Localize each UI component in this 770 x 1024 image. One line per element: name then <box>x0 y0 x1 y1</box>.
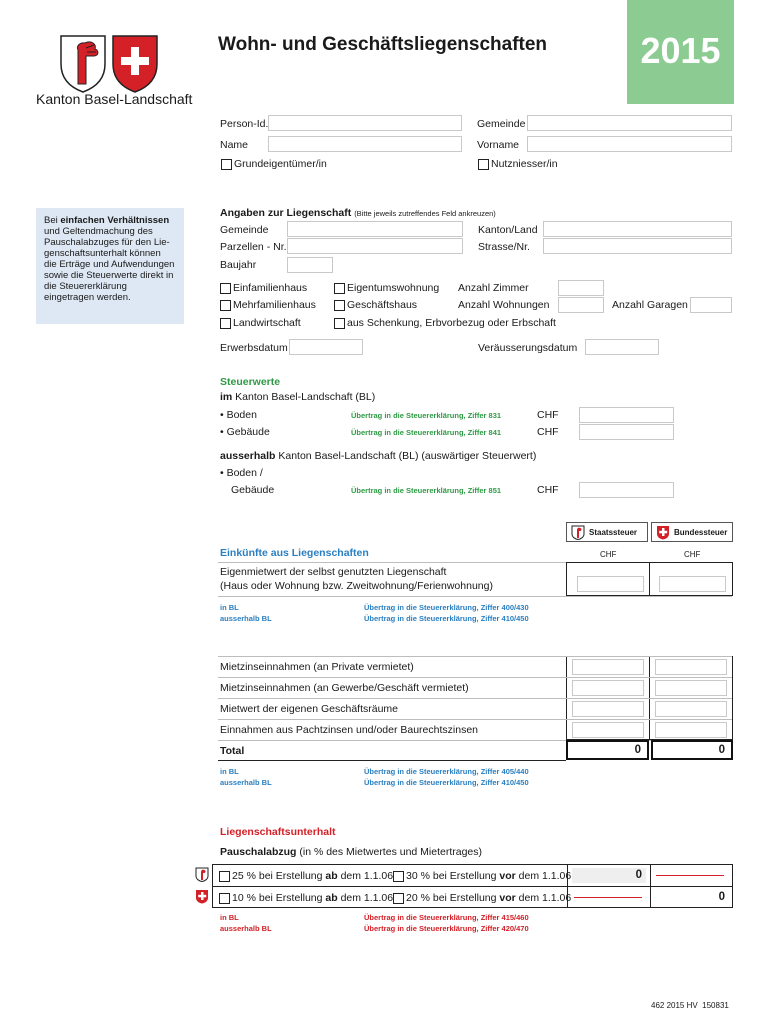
option-20-vor: vor <box>499 892 516 904</box>
property-gemeinde-field[interactable] <box>287 221 463 237</box>
mehrfamilienhaus-checkbox[interactable] <box>220 300 231 311</box>
total-staat-value: 0 <box>566 740 649 760</box>
boden-transfer: Übertrag in die Steuererklärung, Ziffer 831 <box>351 411 502 420</box>
einfamilienhaus-label: Einfamilienhaus <box>233 282 308 294</box>
option-10-checkbox[interactable] <box>219 893 230 904</box>
bund-chf-label: CHF <box>684 550 701 559</box>
nutzniesser-label: Nutzniesser/in <box>491 158 558 170</box>
gebaeude-label: • Gebäude <box>220 426 270 438</box>
option-20-text: 20 % bei Erstellung <box>406 892 500 904</box>
income-row-bund-field[interactable] <box>655 680 727 696</box>
einkuenfte-in-bl-1: in BL <box>220 603 239 612</box>
im-rest: Kanton Basel-Landschaft (BL) <box>232 391 376 403</box>
eigenmietwert-bund-field[interactable] <box>659 576 726 592</box>
anzahl-garagen-label: Anzahl Garagen <box>612 299 688 311</box>
income-row-label: Mietwert der eigenen Geschäftsräume <box>220 703 399 715</box>
divider <box>218 719 732 720</box>
boden-chf: CHF <box>537 409 559 421</box>
option-20-date: dem 1.1.06 <box>515 892 572 904</box>
landwirtschaft-checkbox[interactable] <box>220 318 231 329</box>
total-label: Total <box>220 745 245 757</box>
ausserhalb-value-field[interactable] <box>579 482 674 498</box>
strasse-field[interactable] <box>543 238 732 254</box>
baujahr-label: Baujahr <box>220 259 257 271</box>
income-row-bund-field[interactable] <box>655 701 727 717</box>
veraeusserungsdatum-field[interactable] <box>585 339 659 355</box>
income-row-staat-field[interactable] <box>572 659 644 675</box>
anzahl-wohnungen-field[interactable] <box>558 297 604 313</box>
anzahl-garagen-field[interactable] <box>690 297 732 313</box>
name-field[interactable] <box>268 136 462 152</box>
bundessteuer-label: Bundessteuer <box>674 528 728 537</box>
boden-gebaeude-label-2: Gebäude <box>231 484 275 496</box>
divider <box>218 698 732 699</box>
grundeigentuemer-label: Grundeigentümer/in <box>234 158 327 170</box>
year-badge <box>627 0 734 104</box>
note-text-bold: einfachen Verhältnissen <box>60 215 170 226</box>
im-bold: im <box>220 391 233 403</box>
option-30-checkbox[interactable] <box>393 871 404 882</box>
property-heading-row <box>220 207 496 219</box>
ausserhalb-bold: ausserhalb <box>220 450 276 462</box>
divider <box>218 656 732 657</box>
boden-value-field[interactable] <box>579 407 674 423</box>
income-row-staat-field[interactable] <box>572 722 644 738</box>
staat-chf-label: CHF <box>600 550 617 559</box>
property-heading: Angaben zur Liegenschaft <box>220 207 352 219</box>
option-30-label <box>406 870 571 882</box>
unterhalt-staat-value: 0 <box>572 868 646 883</box>
pauschalabzug-line <box>220 846 482 858</box>
pauschalabzug-rest: (in % des Mietwertes und Mietertrages) <box>296 846 483 858</box>
staatssteuer-header <box>566 522 648 542</box>
einkuenfte-ausserhalb-bl-2: ausserhalb BL <box>220 778 272 787</box>
eigenmietwert-staat-field[interactable] <box>577 576 644 592</box>
swiss-cross-icon <box>195 889 209 904</box>
income-row-bund-field[interactable] <box>655 722 727 738</box>
swiss-cross-icon <box>656 525 670 540</box>
person-id-label: Person-Id. <box>220 118 269 130</box>
gemeinde-field[interactable] <box>527 115 732 131</box>
steuerwerte-heading: Steuerwerte <box>220 376 281 388</box>
ausserhalb-transfer: Übertrag in die Steuererklärung, Ziffer 851 <box>351 486 502 495</box>
form-title: Wohn- und Geschäftsliegenschaften <box>218 34 548 55</box>
eigenmietwert-label-2: (Haus oder Wohnung bzw. Zweitwohnung/Ferienwohnung) <box>220 580 493 592</box>
ausserhalb-rest: Kanton Basel-Landschaft (BL) (auswärtiger Steuerwert) <box>275 450 537 462</box>
unterhalt-bund-value: 0 <box>718 891 725 903</box>
option-10-ab: ab <box>325 892 338 904</box>
kanton-land-field[interactable] <box>543 221 732 237</box>
parzellen-field[interactable] <box>287 238 463 254</box>
option-30-date: dem 1.1.06 <box>515 870 572 882</box>
landwirtschaft-label: Landwirtschaft <box>233 317 301 329</box>
grundeigentuemer-checkbox[interactable] <box>221 159 232 170</box>
anzahl-zimmer-field[interactable] <box>558 280 604 296</box>
unterhalt-transfer-2: Übertrag in die Steuererklärung, Ziffer 420/470 <box>364 924 529 933</box>
income-row-label: Mietzinseinnahmen (an Private vermietet) <box>220 661 414 673</box>
note-text-pre: Bei <box>44 215 61 226</box>
note-text-post: und Geltendmachung des Pauschalabzuges für den Liegenschaftsunterhalt können die Erträge und Aufwendungen sowie die Steuerwerte direkt in die Steuererklärung eingetragen werden. <box>44 226 175 303</box>
income-row-label: Einnahmen aus Pachtzinsen und/oder Baurechtszinsen <box>220 724 478 736</box>
einkuenfte-in-bl-2: in BL <box>220 767 239 776</box>
mehrfamilienhaus-label: Mehrfamilienhaus <box>233 299 316 311</box>
income-row-label: Mietzinseinnahmen (an Gewerbe/Geschäft vermietet) <box>220 682 469 694</box>
baujahr-field[interactable] <box>287 257 333 273</box>
gebaeude-chf: CHF <box>537 426 559 438</box>
bund-strikeline <box>656 875 724 876</box>
einfamilienhaus-checkbox[interactable] <box>220 283 231 294</box>
eigentumswohnung-checkbox[interactable] <box>334 283 345 294</box>
unterhalt-ausserhalb-bl: ausserhalb BL <box>220 924 272 933</box>
unterhalt-transfer-1: Übertrag in die Steuererklärung, Ziffer 415/460 <box>364 913 529 922</box>
kanton-land-label: Kanton/Land <box>478 224 538 236</box>
form-code: 462 2015 HV 150831 <box>651 1001 729 1010</box>
option-10-label <box>232 892 393 904</box>
pauschalabzug-bold: Pauschalabzug <box>220 846 297 858</box>
info-note <box>36 208 184 324</box>
gebaeude-transfer: Übertrag in die Steuererklärung, Ziffer 841 <box>351 428 502 437</box>
option-25-text: 25 % bei Erstellung <box>232 870 326 882</box>
boden-label: • Boden <box>220 409 257 421</box>
gemeinde-label: Gemeinde <box>477 118 526 130</box>
person-id-field[interactable] <box>268 115 462 131</box>
option-25-ab: ab <box>325 870 338 882</box>
gebaeude-value-field[interactable] <box>579 424 674 440</box>
income-row-staat-field[interactable] <box>572 680 644 696</box>
erwerbsdatum-label: Erwerbsdatum <box>220 342 288 354</box>
logo <box>58 34 162 94</box>
einkuenfte-transfer-4: Übertrag in die Steuererklärung, Ziffer 410/450 <box>364 778 529 787</box>
veraeusserungsdatum-label: Veräusserungsdatum <box>478 342 578 354</box>
canton-name: Kanton Basel-Landschaft <box>36 91 193 107</box>
option-30-vor: vor <box>499 870 516 882</box>
basel-landschaft-coat-of-arms <box>58 34 162 94</box>
divider <box>218 677 732 678</box>
ausserhalb-line <box>220 450 536 462</box>
vorname-label: Vorname <box>477 139 520 151</box>
einkuenfte-transfer-1: Übertrag in die Steuererklärung, Ziffer 400/430 <box>364 603 529 612</box>
nutzniesser-checkbox[interactable] <box>478 159 489 170</box>
staat-strikeline <box>574 897 642 898</box>
schenkung-checkbox[interactable] <box>334 318 345 329</box>
option-30-text: 30 % bei Erstellung <box>406 870 500 882</box>
income-row-staat-field[interactable] <box>572 701 644 717</box>
name-label: Name <box>220 139 249 151</box>
vorname-field[interactable] <box>527 136 732 152</box>
einkuenfte-transfer-3: Übertrag in die Steuererklärung, Ziffer 405/440 <box>364 767 529 776</box>
basel-landschaft-icon <box>195 867 209 882</box>
option-25-checkbox[interactable] <box>219 871 230 882</box>
ausserhalb-chf: CHF <box>537 484 559 496</box>
option-10-date: dem 1.1.06 <box>337 892 394 904</box>
total-underline <box>218 760 566 761</box>
year-label: 2015 <box>640 30 721 71</box>
geschaeftshaus-label: Geschäftshaus <box>347 299 418 311</box>
bundessteuer-header <box>651 522 733 542</box>
total-bund-value: 0 <box>651 740 733 760</box>
einkuenfte-heading: Einkünfte aus Liegenschaften <box>220 547 369 559</box>
option-20-label <box>406 892 571 904</box>
basel-landschaft-icon <box>571 525 585 540</box>
income-row-bund-field[interactable] <box>655 659 727 675</box>
property-hint: (Bitte jeweils zutreffendes Feld ankreuzen) <box>354 209 496 218</box>
geschaeftshaus-checkbox[interactable] <box>334 300 345 311</box>
option-25-date: dem 1.1.06 <box>337 870 394 882</box>
eigentumswohnung-label: Eigentumswohnung <box>347 282 440 294</box>
divider <box>218 596 732 597</box>
anzahl-wohnungen-label: Anzahl Wohnungen <box>458 299 550 311</box>
option-25-label <box>232 870 393 882</box>
unterhalt-in-bl: in BL <box>220 913 239 922</box>
eigenmietwert-label-1: Eigenmietwert der selbst genutzten Liegenschaft <box>220 566 447 578</box>
strasse-label: Strasse/Nr. <box>478 241 530 253</box>
schenkung-label: aus Schenkung, Erbvorbezug oder Erbschaft <box>347 317 556 329</box>
einkuenfte-transfer-2: Übertrag in die Steuererklärung, Ziffer 410/450 <box>364 614 529 623</box>
einkuenfte-ausserhalb-bl-1: ausserhalb BL <box>220 614 272 623</box>
option-10-text: 10 % bei Erstellung <box>232 892 326 904</box>
parzellen-label: Parzellen - Nr. <box>220 241 287 253</box>
boden-gebaeude-label-1: • Boden / <box>220 467 263 479</box>
unterhalt-heading: Liegenschaftsunterhalt <box>220 826 336 838</box>
option-20-checkbox[interactable] <box>393 893 404 904</box>
anzahl-zimmer-label: Anzahl Zimmer <box>458 282 529 294</box>
staatssteuer-label: Staatssteuer <box>589 528 638 537</box>
erwerbsdatum-field[interactable] <box>289 339 363 355</box>
im-bl-line <box>220 391 375 403</box>
property-gemeinde-label: Gemeinde <box>220 224 269 236</box>
